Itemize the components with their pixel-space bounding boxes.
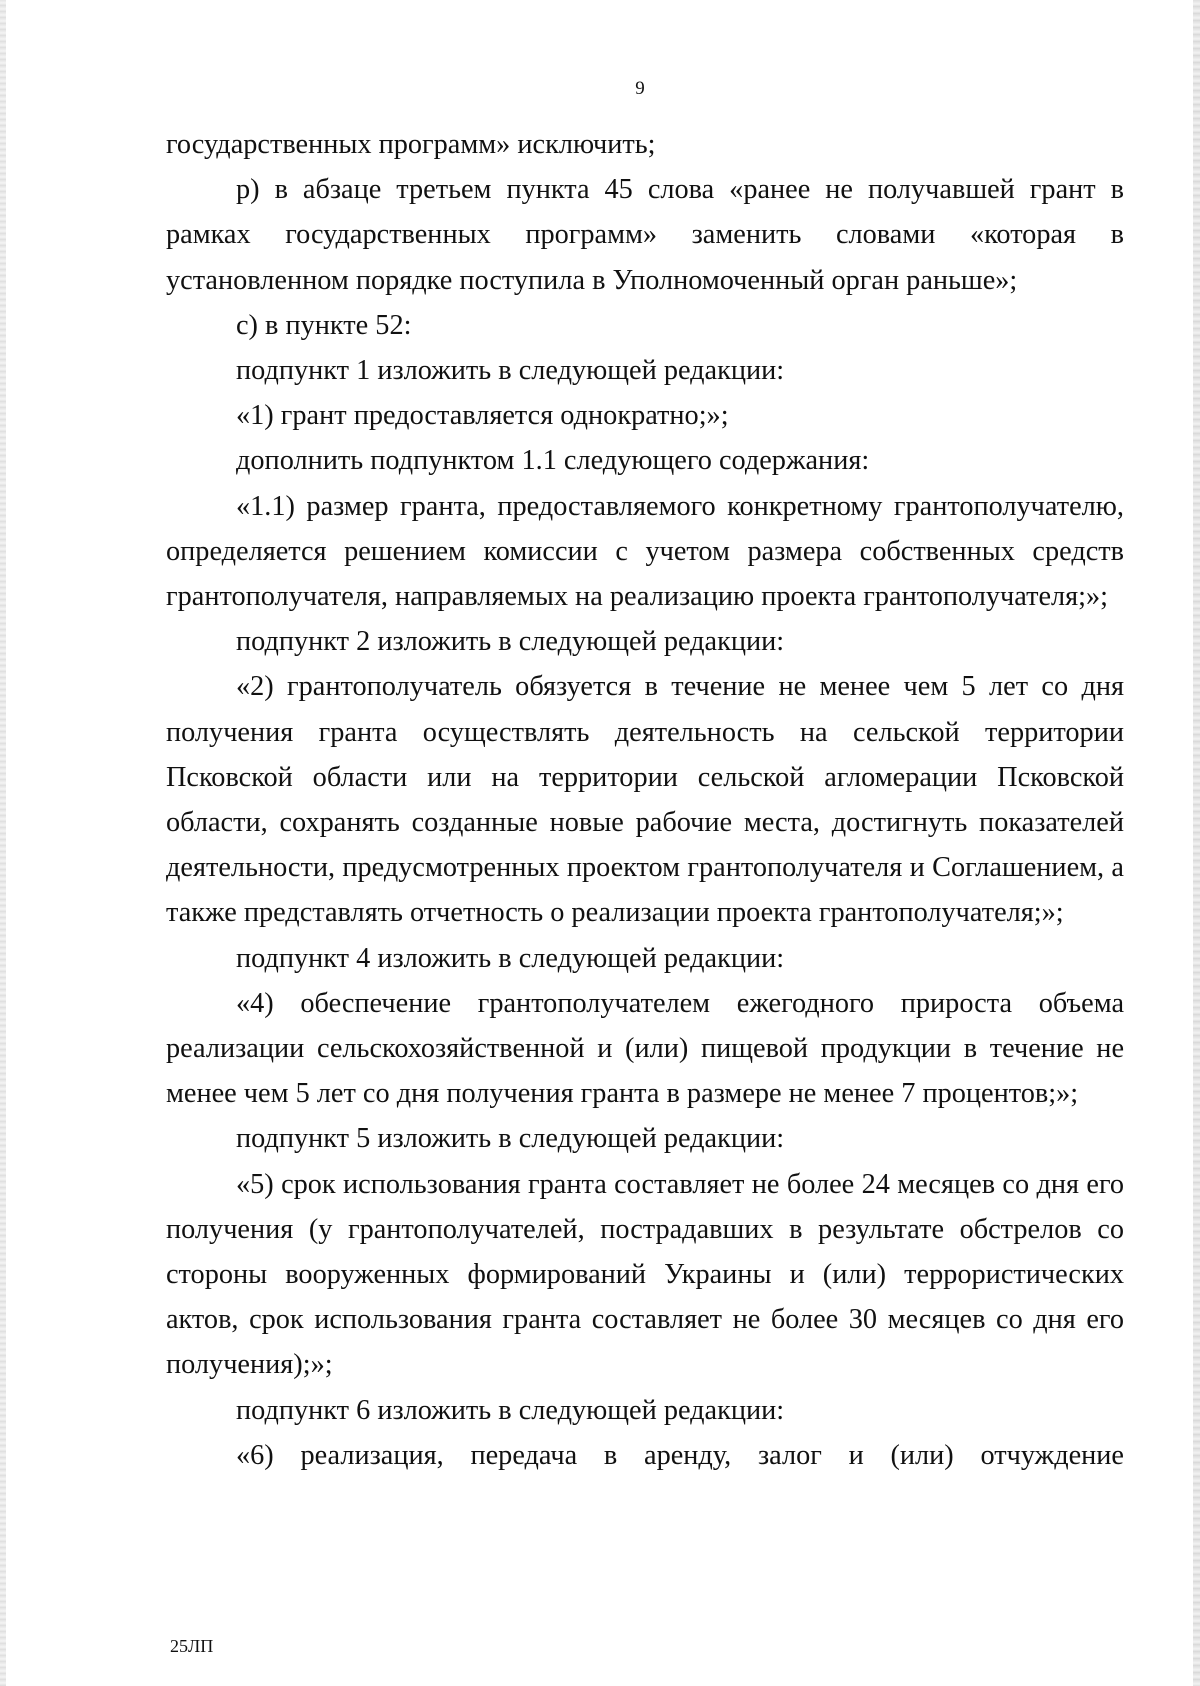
paragraph: «4) обеспечение грантополучателем ежегодного прироста объема реализации сельскохозяйственной и (или) пищевой продукции в течение не менее чем 5 лет со дня получения гранта в размере не менее 7 процентов;»;	[166, 987, 1124, 1110]
paragraph: государственных программ» исключить;	[166, 129, 656, 160]
paragraph: «2) грантополучатель обязуется в течение не менее чем 5 лет со дня получения гранта осуществлять деятельность на сельской территории Псковской области или на территории сельской агломерации Псковской области, сохранять созданные новые рабочие места, достигнуть показателей деятельности, предусмотренных проектом грантополучателя и Соглашением, а также представлять отчетность о реализации проекта грантополучателя;»;	[166, 671, 1124, 929]
paragraph: с) в пункте 52:	[236, 309, 412, 341]
paragraph: подпункт 5 изложить в следующей редакции:	[236, 1123, 785, 1155]
paragraph: «6) реализация, передача в аренду, залог и (или) отчуждение	[236, 1439, 1124, 1471]
paragraph: «1.1) размер гранта, предоставляемого конкретному грантополучателю, определяется решением комиссии с учетом размера собственных средств грантополучателя, направляемых на реализацию проекта грантополучателя;»;	[166, 490, 1124, 613]
paragraph: р) в абзаце третьем пункта 45 слова «ранее не получавшей грант в рамках государственных программ» заменить словами «которая в установленном порядке поступила в Уполномоченный орган раньше»;	[166, 174, 1124, 296]
paragraph: «5) срок использования гранта составляет не более 24 месяцев со дня его получения (у грантополучателей, пострадавших в результате обстрелов со стороны вооруженных формирований Украины и (или) террористических актов, срок использования гранта составляет не более 30 месяцев со дня его получения);»;	[166, 1168, 1124, 1381]
paragraph: подпункт 6 изложить в следующей редакции:	[236, 1394, 785, 1426]
scan-edge-left	[0, 0, 6, 1686]
scan-edge-right	[1193, 0, 1200, 1686]
document-body	[166, 122, 1124, 1478]
paragraph: подпункт 2 изложить в следующей редакции:	[236, 626, 785, 658]
paragraph: дополнить подпунктом 1.1 следующего содержания:	[236, 445, 870, 477]
paragraph: подпункт 1 изложить в следующей редакции:	[236, 355, 785, 387]
paragraph: «1) грант предоставляется однократно;»;	[236, 400, 729, 432]
paragraph: подпункт 4 изложить в следующей редакции:	[236, 942, 785, 974]
document-code: 25ЛП	[170, 1636, 214, 1656]
page-number: 9	[635, 78, 645, 99]
